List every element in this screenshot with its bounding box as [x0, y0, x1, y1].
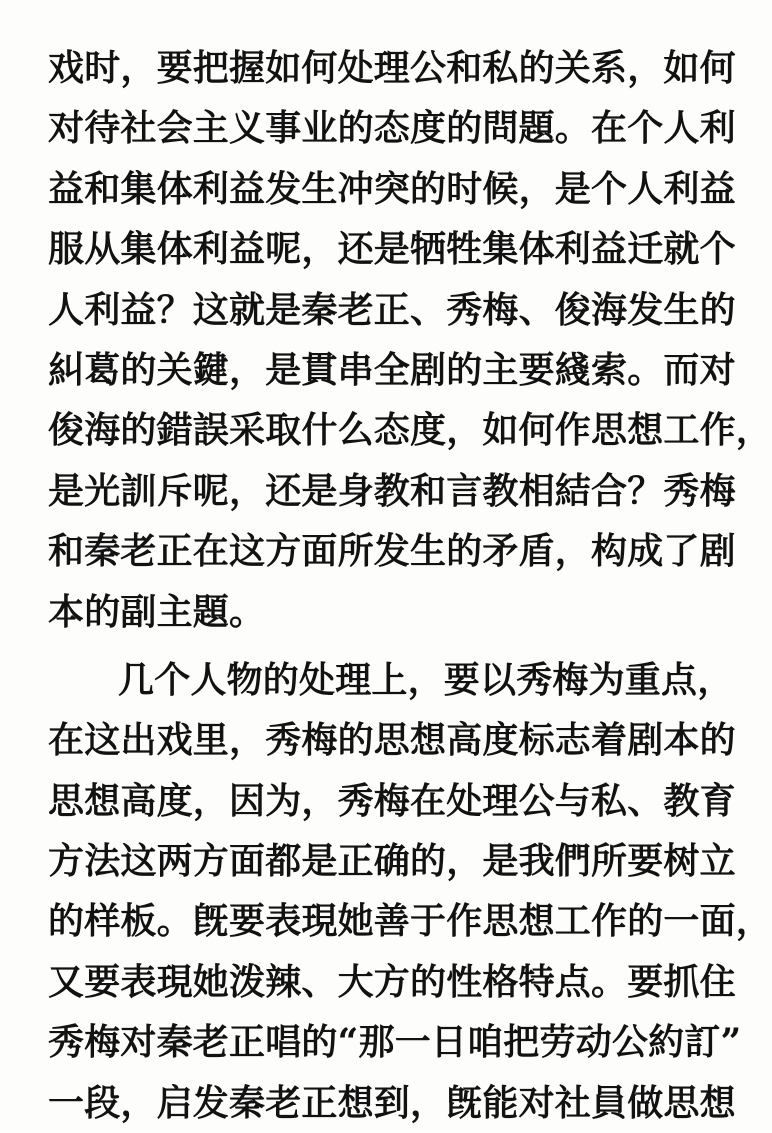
paragraph-gap — [48, 642, 728, 650]
text-line: 对待社会主义事业的态度的問題。在个人利 — [48, 107, 736, 150]
text-line: 糾葛的关鍵，是貫串全剧的主要綫索。而对 — [48, 348, 736, 391]
text-line: 思想高度，因为，秀梅在处理公与私、教育 — [48, 779, 736, 822]
text-line: 的样板。旣要表現她善于作思想工作的一面， — [48, 900, 772, 943]
text-line: 服从集体利益呢，还是牺牲集体利益迁就个 — [48, 228, 736, 271]
text-line: 本的副主題。 — [48, 590, 266, 633]
text-line: 几个人物的处理上，要以秀梅为重点， — [118, 658, 734, 701]
text-line: 俊海的錯誤采取什么态度，如何作思想工作， — [48, 409, 772, 452]
paragraph-1 — [48, 38, 772, 642]
text-line: 秀梅对秦老正唱的“那一日咱把劳动公約訂” — [48, 1021, 742, 1064]
text-line: 在这出戏里，秀梅的思想高度标志着剧本的 — [48, 719, 736, 762]
text-line: 戏时，要把握如何处理公和私的关系，如何 — [48, 47, 736, 89]
text-line: 益和集体利益发生冲突的时候，是个人利益 — [48, 167, 736, 210]
text-line: 人利益？这就是秦老正、秀梅、俊海发生的 — [48, 288, 736, 331]
body-text — [48, 38, 772, 1133]
text-line: 方法这两方面都是正确的，是我們所要树立 — [48, 840, 736, 883]
text-line: 和秦老正在这方面所发生的矛盾，构成了剧 — [48, 530, 736, 573]
text-line: 一段，启发秦老正想到，旣能对社員做思想 — [48, 1081, 736, 1124]
paragraph-2 — [48, 650, 772, 1133]
text-line: 是光訓斥呢，还是身教和言教相結合？秀梅 — [48, 469, 736, 512]
text-line: 又要表現她泼辣、大方的性格特点。要抓住 — [48, 960, 736, 1003]
